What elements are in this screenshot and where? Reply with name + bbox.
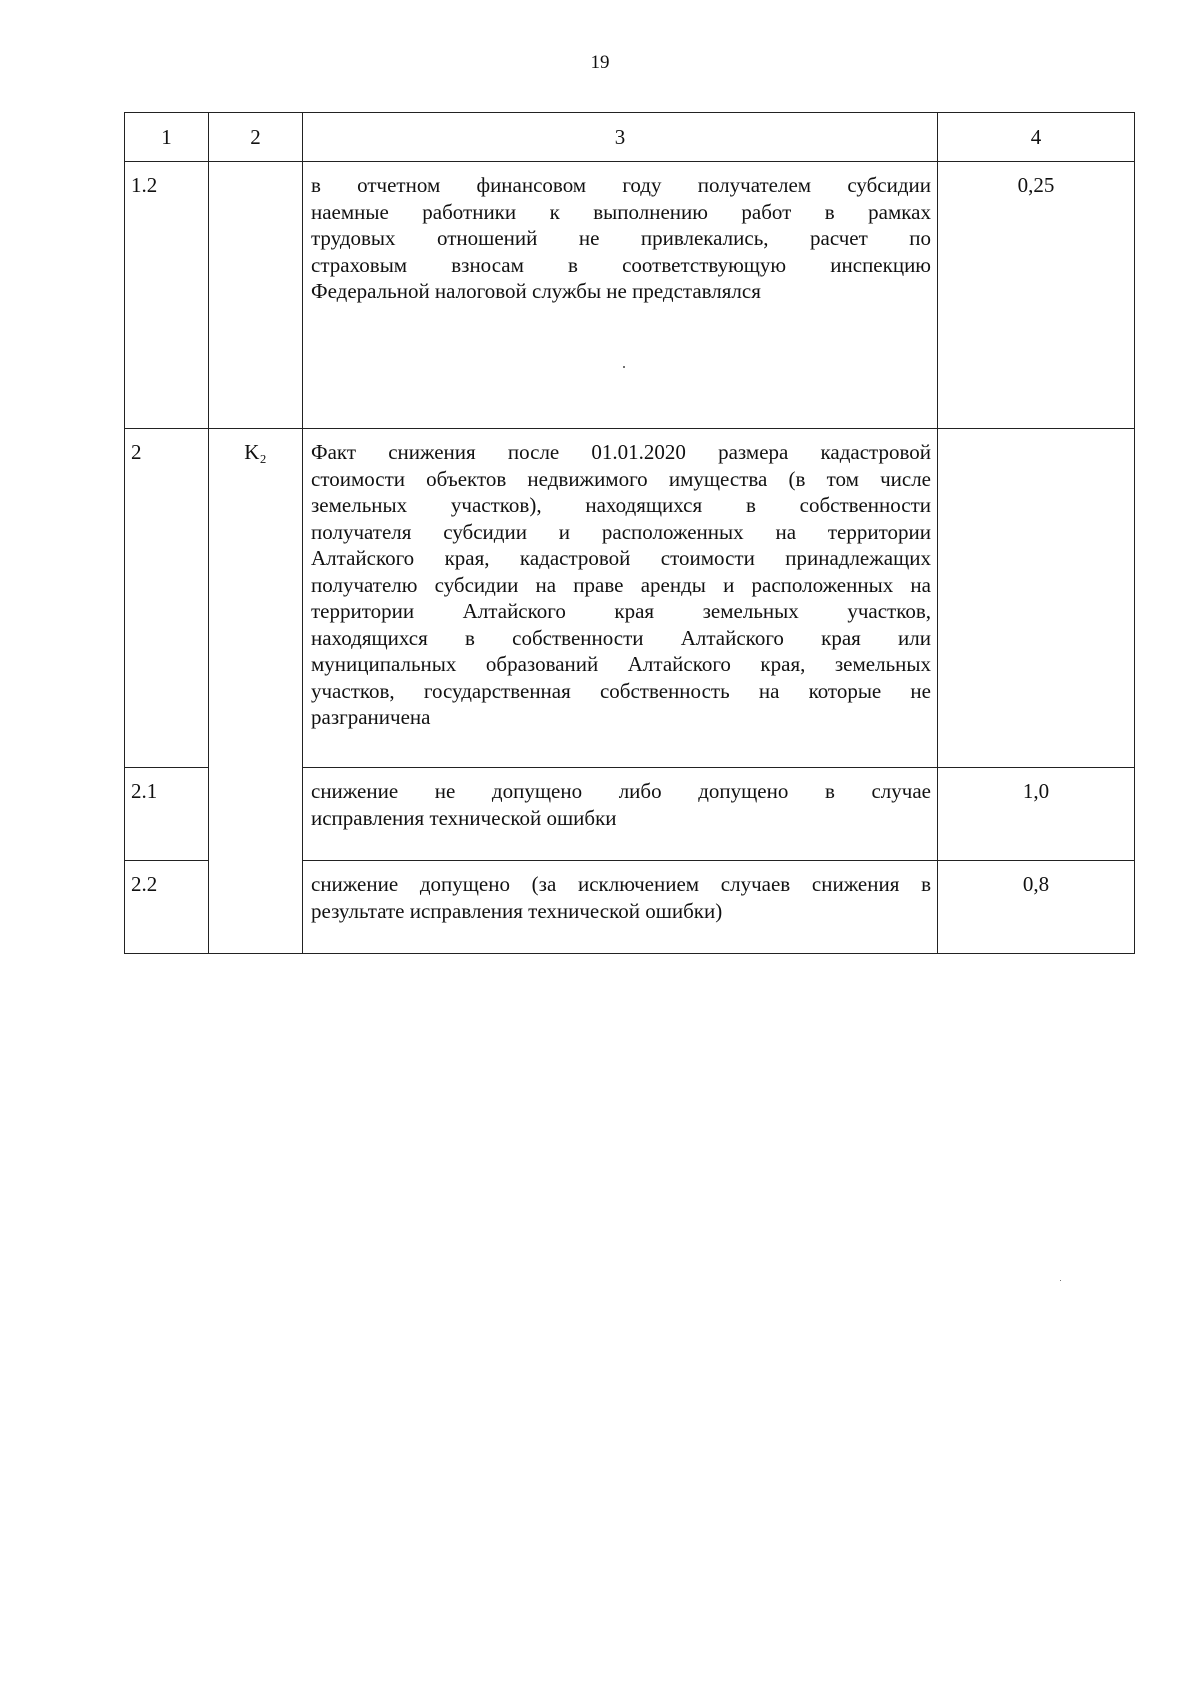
description-line: территории Алтайского края земельных участков,	[311, 599, 931, 623]
row-code	[209, 162, 303, 429]
description-line: трудовых отношений не привлекались, расчет по	[311, 226, 931, 250]
scan-speck	[623, 366, 625, 368]
description-line: находящихся в собственности Алтайского края или	[311, 625, 931, 650]
description-line: муниципальных образований Алтайского края, земельных	[311, 652, 931, 676]
row-description	[303, 429, 938, 768]
row-description	[303, 162, 938, 429]
description-line: наемные работники к выполнению работ в рамках	[311, 199, 931, 224]
row-coefficient	[938, 429, 1135, 768]
description-line: страховым взносам в соответствующую инспекцию	[311, 252, 931, 277]
row-coefficient: 0,8	[938, 861, 1135, 954]
description-line: получателю субсидии на праве аренды и расположенных на	[311, 572, 931, 597]
table-header-row	[125, 113, 1135, 162]
table-row	[125, 162, 1135, 429]
description-line: Алтайского края, кадастровой стоимости принадлежащих	[311, 546, 931, 570]
description-line: разграничена	[311, 705, 431, 729]
description-line: стоимости объектов недвижимого имущества (в том числе	[311, 466, 931, 491]
description-line: результате исправления технической ошибки)	[311, 898, 723, 923]
header-cell-1: 1	[125, 113, 209, 162]
page-number: 19	[590, 52, 610, 73]
description-line: исправления технической ошибки	[311, 805, 617, 830]
header-cell-3: 3	[303, 113, 938, 162]
description-line: Факт снижения после 01.01.2020 размера кадастровой	[311, 440, 931, 464]
row-description	[303, 768, 938, 861]
description-line: участков, государственная собственность на которые не	[311, 678, 931, 703]
row-code: K₂	[209, 429, 303, 954]
row-description	[303, 861, 938, 954]
table-row	[125, 429, 1135, 768]
row-number: 2.2	[125, 861, 209, 954]
scan-speck	[1060, 1280, 1061, 1281]
description-line: земельных участков), находящихся в собственности	[311, 493, 931, 517]
row-number: 1.2	[125, 162, 209, 429]
description-line: снижение не допущено либо допущено в случае	[311, 779, 931, 803]
header-cell-4: 4	[938, 113, 1135, 162]
row-coefficient: 0,25	[938, 162, 1135, 429]
description-line: в отчетном финансовом году получателем субсидии	[311, 173, 931, 197]
row-coefficient: 1,0	[938, 768, 1135, 861]
description-line: Федеральной налоговой службы не представлялся	[311, 279, 761, 303]
description-line: снижение допущено (за исключением случаев снижения в	[311, 872, 931, 896]
criteria-table	[124, 112, 1135, 954]
row-number: 2.1	[125, 768, 209, 861]
row-number: 2	[125, 429, 209, 768]
description-line: получателя субсидии и расположенных на территории	[311, 519, 931, 544]
header-cell-2: 2	[209, 113, 303, 162]
